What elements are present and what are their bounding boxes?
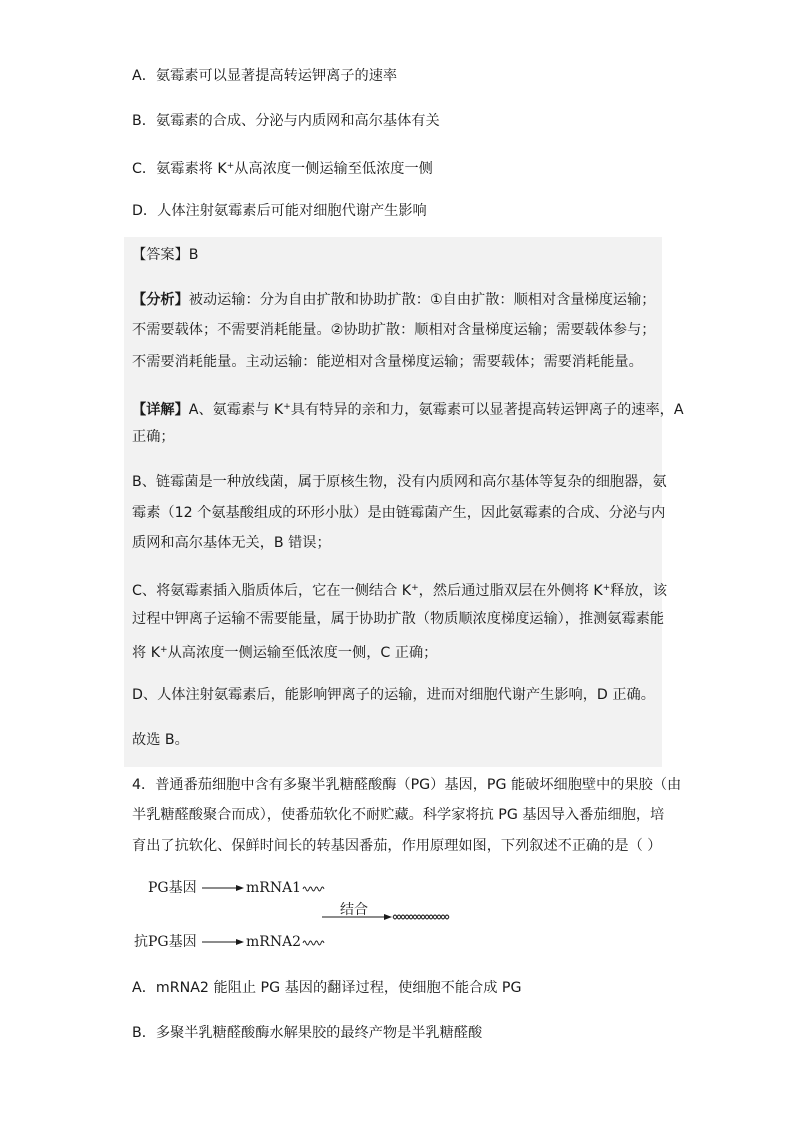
detail-c-line-1 — [132, 578, 667, 601]
option-text: 氨霉素的合成、分泌与内质网和高尔基体有关 — [155, 113, 440, 129]
detail-text: 将 K — [132, 645, 161, 661]
option-prefix: A． — [132, 68, 156, 84]
option-4a — [132, 978, 521, 998]
analysis-label: 【分析】 — [132, 292, 189, 308]
question-4-line-3: 育出了抗软化、保鲜时间长的转基因番茄，作用原理如图，下列叙述不正确的是（ ） — [132, 838, 662, 854]
detail-c-line-3 — [132, 640, 437, 663]
option-text: 氨霉素可以显著提高转运钾离子的速率 — [155, 68, 398, 84]
answer-label: 【答案】 — [132, 247, 189, 263]
conclusion-line: 故选 B。 — [132, 732, 189, 748]
option-prefix: B． — [132, 1025, 156, 1041]
option-text: 氨霉素将 K — [156, 161, 227, 177]
detail-text: 从高浓度一侧运输至低浓度一侧，C 正确； — [167, 645, 438, 661]
answer-line — [132, 245, 199, 265]
analysis-line-2: 不需要载体；不需要消耗能量。②协助扩散：顺相对含量梯度运输；需要载体参与； — [132, 322, 656, 338]
detail-a-line-1 — [132, 397, 684, 420]
superscript-plus: + — [160, 645, 168, 655]
detail-text: 具有特异的亲和力，氨霉素可以显著提高转运钾离子的速率，A — [290, 402, 684, 418]
option-3a — [132, 66, 397, 86]
option-4b — [132, 1023, 482, 1043]
answer-value: B — [188, 247, 199, 263]
analysis-line-1 — [132, 290, 656, 310]
superscript-plus: + — [226, 161, 235, 171]
option-3b — [132, 111, 440, 131]
superscript-plus: + — [411, 583, 419, 593]
option-text: mRNA2 能阻止 PG 基因的翻译过程，使细胞不能合成 PG — [155, 980, 522, 996]
analysis-text: 被动运输：分为自由扩散和协助扩散：①自由扩散：顺相对含量梯度运输； — [188, 292, 656, 308]
option-3d — [132, 201, 427, 221]
detail-b-line-2: 霉素（12 个氨基酸组成的环形小肽）是由链霉菌产生，因此氨霉素的合成、分泌与内 — [132, 505, 666, 521]
detail-a-line-2: 正确； — [132, 429, 175, 445]
option-prefix: B． — [132, 113, 156, 129]
question-4-line-2: 半乳糖醛酸聚合而成），使番茄软化不耐贮藏。科学家将抗 PG 基因导入番茄细胞，培 — [132, 807, 665, 823]
combine-label: 结合 — [340, 902, 368, 918]
pg-gene-label: PG基因 — [148, 880, 197, 896]
mrna2-label: mRNA2 — [246, 934, 302, 950]
superscript-plus: + — [283, 402, 291, 412]
analysis-line-3: 不需要消耗能量。主动运输：能逆相对含量梯度运输；需要载体；需要消耗能量。 — [132, 354, 643, 370]
question-4-line-1: 4．普通番茄细胞中含有多聚半乳糖醛酸酶（PG）基因，PG 能破坏细胞壁中的果胶（由 — [132, 777, 682, 793]
detail-b-line-1: B、链霉菌是一种放线菌，属于原核生物，没有内质网和高尔基体等复杂的细胞器，氨 — [132, 474, 667, 490]
option-3c — [132, 156, 433, 179]
detail-b-line-3: 质网和高尔基体无关，B 错误； — [132, 535, 331, 551]
superscript-plus: + — [602, 583, 611, 593]
combine-arrow-head — [384, 914, 392, 920]
mrna1-label: mRNA1 — [246, 880, 302, 896]
option-text: 从高浓度一侧运输至低浓度一侧 — [234, 161, 433, 177]
option-text: 多聚半乳糖醛酸酶水解果胶的最终产物是半乳糖醛酸 — [155, 1025, 483, 1041]
option-prefix: D． — [132, 203, 158, 219]
option-text: 人体注射氨霉素后可能对细胞代谢产生影响 — [157, 203, 427, 219]
detail-text: 释放，该 — [610, 583, 668, 599]
option-prefix: A． — [132, 980, 156, 996]
detail-text: A、氨霉素与 K — [188, 402, 284, 418]
detail-c-line-2: 过程中钾离子运输不需要能量，属于协助扩散（物质顺浓度梯度运输），推测氨霉素能 — [132, 611, 665, 627]
arrow-head — [236, 939, 244, 945]
detail-text: C、将氨霉素插入脂质体后，它在一侧结合 K — [132, 583, 412, 599]
anti-pg-gene-label: 抗PG基因 — [134, 934, 197, 950]
detail-label: 【详解】 — [132, 402, 189, 418]
pg-gene-diagram — [130, 872, 460, 958]
detail-d-line: D、人体注射氨霉素后，能影响钾离子的运输，进而对细胞代谢产生影响，D 正确。 — [132, 687, 655, 703]
detail-text: ，然后通过脂双层在外侧将 K — [418, 583, 603, 599]
mrna2-strand — [303, 941, 324, 945]
option-prefix: C． — [132, 161, 157, 177]
mrna1-strand — [303, 887, 324, 891]
arrow-head — [236, 885, 244, 891]
